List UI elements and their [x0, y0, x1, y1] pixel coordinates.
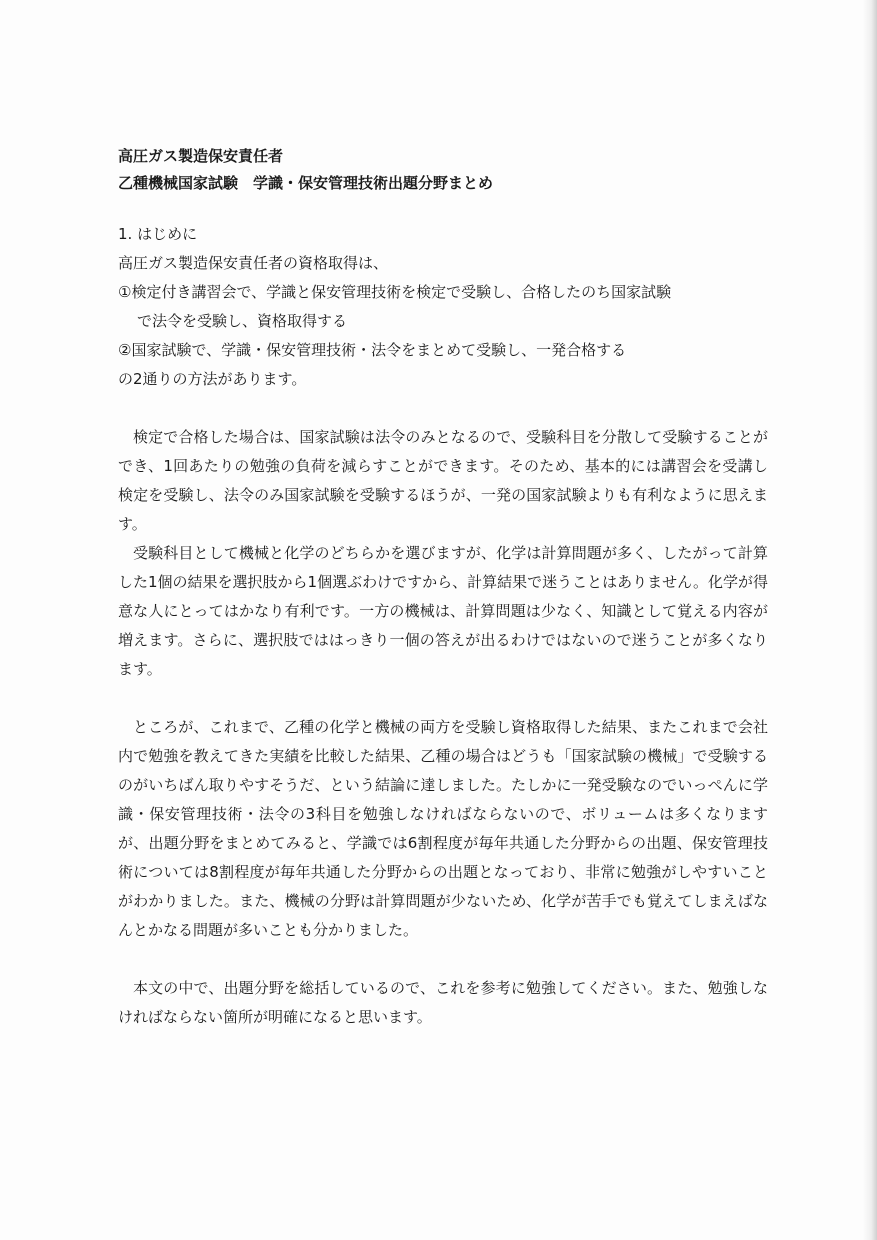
paragraph-3: ところが、これまで、乙種の化学と機械の両方を受験し資格取得した結果、またこれまで会社内で勉強を教えてきた実績を比較した結果、乙種の場合はどうも「国家試験の機械」で受験するのがいちばん取りやすそうだ、という結論に達しました。たしかに一発受験なのでいっぺんに学識・保安管理技術・法令の3科目を勉強しなければならないので、ボリュームは多くなりますが、出題分野をまとめてみると、学識では6割程度が毎年共通した分野からの出題、保安管理技術については8割程度が毎年共通した分野からの出題となっており、非常に勉強がしやすいことがわかりました。また、機械の分野は計算問題が少ないため、化学が苦手でも覚えてしまえばなんとかなる問題が多いことも分かりました。 — [118, 718, 768, 939]
methods-closing: の2通りの方法があります。 — [118, 370, 307, 388]
paragraph-1: 検定で合格した場合は、国家試験は法令のみとなるので、受験科目を分散して受験することができ、1回あたりの勉強の負荷を減らすことができます。そのため、基本的には講習会を受講し検定を受験し、法令のみ国家試験を受験するほうが、一発の国家試験よりも有利なように思えます。 — [118, 428, 768, 533]
document-body — [118, 143, 768, 1032]
method-item-2: ②国家試験で、学識・保安管理技術・法令をまとめて受験し、一発合格する — [118, 341, 627, 359]
method-item-1-continued: で法令を受験し、資格取得する — [137, 312, 348, 330]
paragraph-2: 受験科目として機械と化学のどちらかを選びますが、化学は計算問題が多く、したがって計算した1個の結果を選択肢から1個選ぶわけですから、計算結果で迷うことはありません。化学が得意な人にとってはかなり有利です。一方の機械は、計算問題は少なく、知識として覚える内容が増えます。さらに、選択肢でははっきり一個の答えが出るわけではないので迷うことが多くなります。 — [118, 544, 768, 678]
method-item-1: ①検定付き講習会で、学識と保安管理技術を検定で受験し、合格したのち国家試験 — [118, 283, 672, 301]
section-heading: 1. はじめに — [118, 225, 198, 243]
document-title-line-2: 乙種機械国家試験 学識・保安管理技術出題分野まとめ — [118, 174, 494, 192]
intro-line: 高圧ガス製造保安責任者の資格取得は、 — [118, 254, 389, 272]
scan-edge-shadow — [863, 0, 877, 1240]
paragraph-4: 本文の中で、出題分野を総括しているので、これを参考に勉強してください。また、勉強しなければならない箇所が明確になると思います。 — [118, 979, 768, 1026]
document-title-line-1: 高圧ガス製造保安責任者 — [118, 147, 284, 165]
